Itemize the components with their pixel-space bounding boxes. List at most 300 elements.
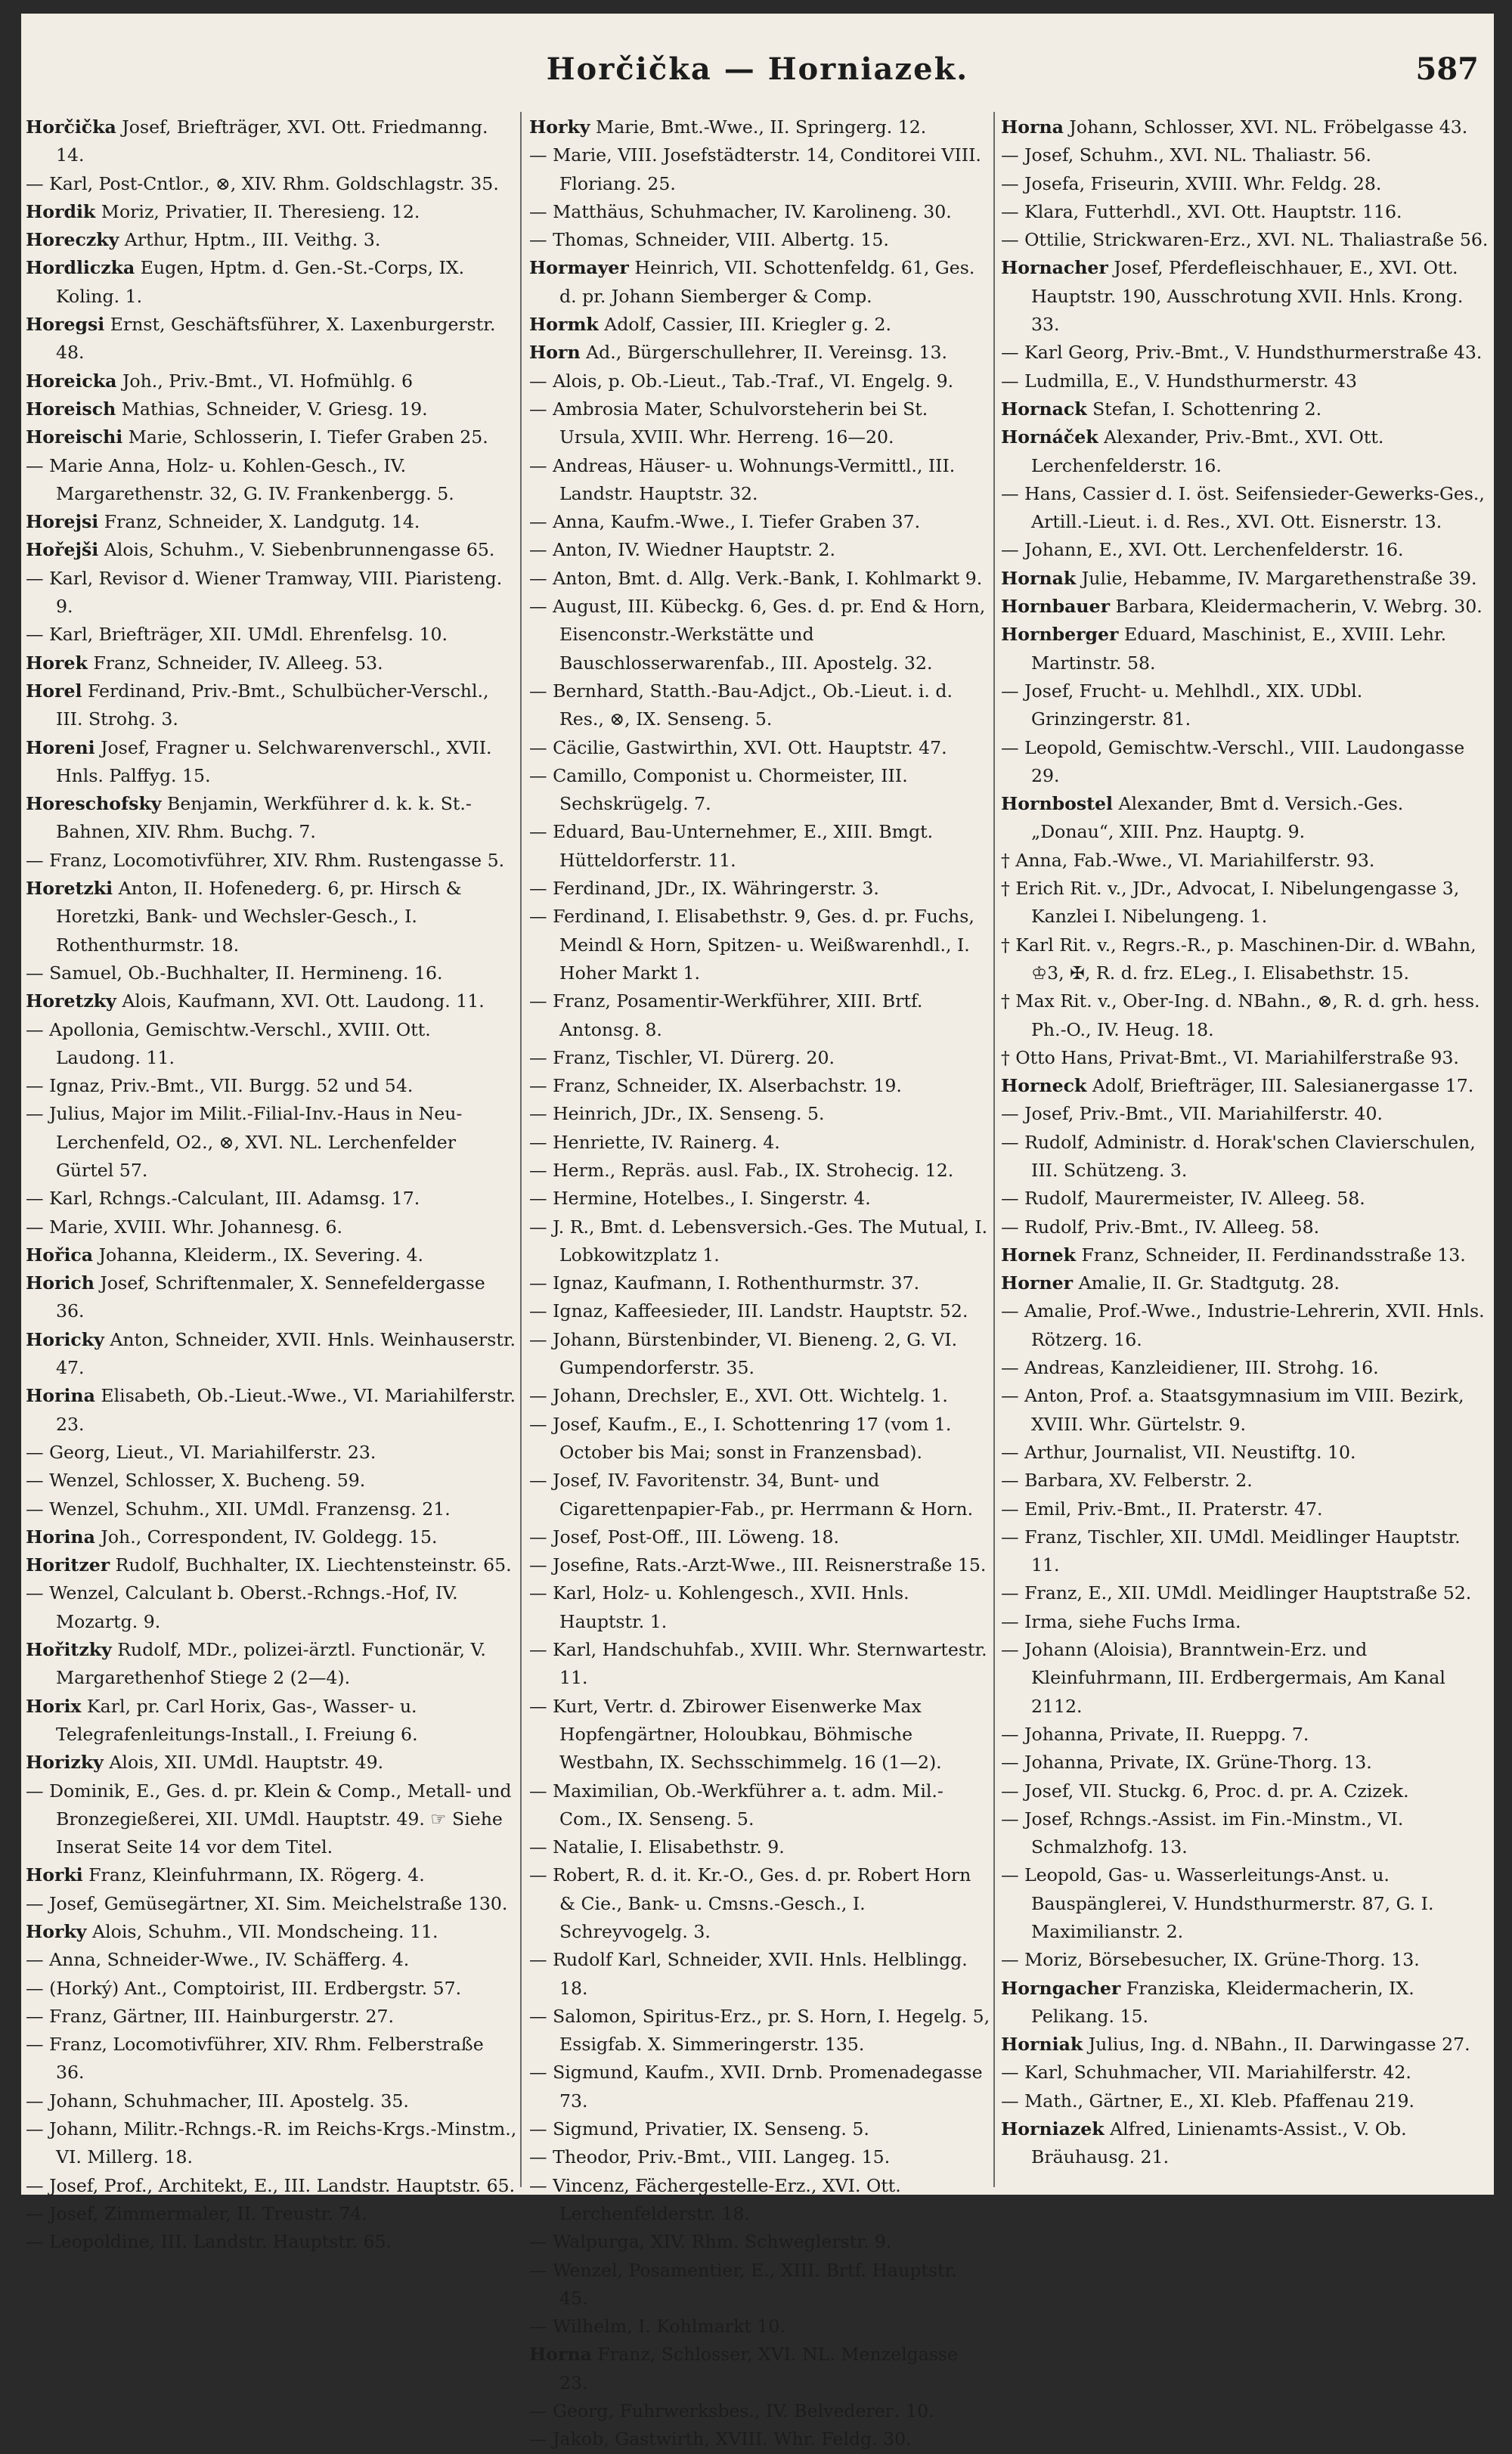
entry-surname: Horegsi [26, 314, 105, 336]
entry-text: — Josef, Kaufm., E., I. Schottenring 17 (vom 1. October bis Mai; sonst in Franzensbad). [529, 1413, 952, 1463]
directory-entry [26, 2200, 517, 2228]
directory-entry [1001, 2059, 1489, 2087]
entry-text: — Andreas, Häuser- u. Wohnungs-Vermittl., III. Landstr. Hauptstr. 32. [529, 454, 956, 504]
entry-surname: Horicky [26, 1328, 104, 1350]
entry-text: — Amalie, Prof.-Wwe., Industrie-Lehrerin, XVII. Hnls. Rötzerg. 16. [1001, 1300, 1485, 1350]
entry-text: — Wilhelm, I. Kohlmarkt 10. [529, 2316, 785, 2338]
entry-text: — Kurt, Vertr. d. Zbirower Eisenwerke Max Hopfengärtner, Holoubkau, Böhmische Westbahn, IX. Sechsschimmelg. 16 (1—2). [529, 1695, 942, 1774]
entry-text: — Barbara, XV. Felberstr. 2. [1001, 1470, 1253, 1492]
entry-text: Adolf, Cassier, III. Kriegler g. 2. [604, 314, 891, 336]
entry-text: — Matthäus, Schuhmacher, IV. Karolineng. 30. [529, 200, 952, 222]
directory-entry [529, 2341, 990, 2397]
entry-surname: Hořitzky [26, 1639, 112, 1661]
entry-text: Alois, Schuhm., VII. Mondscheing. 11. [92, 1921, 438, 1942]
entry-text: Ernst, Geschäftsführer, X. Laxenburgerstr. 48. [56, 314, 496, 364]
directory-entry [1001, 1495, 1489, 1523]
entry-text: Josef, Schriftenmaler, X. Sennefeldergasse 36. [56, 1272, 485, 1322]
directory-entry [26, 1523, 517, 1551]
entry-text: — Ludmilla, E., V. Hundsthurmerstr. 43 [1001, 370, 1358, 392]
entry-surname: Horeischi [26, 426, 123, 448]
entry-text: — Theodor, Priv.-Bmt., VIII. Langeg. 15. [529, 2146, 891, 2168]
directory-entry [529, 2425, 990, 2453]
entry-surname: Horina [26, 1385, 95, 1407]
directory-entry [529, 2115, 990, 2143]
directory-entry [529, 1946, 990, 2003]
entry-surname: Horeschofsky [26, 793, 162, 815]
directory-entry [529, 987, 990, 1044]
entry-text: — Ignaz, Kaffeesieder, III. Landstr. Hauptstr. 52. [529, 1300, 968, 1322]
directory-entry [26, 508, 517, 536]
directory-entry [1001, 1636, 1489, 1721]
directory-entry [26, 226, 517, 254]
directory-entry [26, 2172, 517, 2200]
directory-entry [1001, 1777, 1489, 1805]
entry-text: — J. R., Bmt. d. Lebensversich.-Ges. The Mutual, I. Lobkowitzplatz 1. [529, 1216, 988, 1266]
entry-surname: Hornak [1001, 567, 1077, 589]
entry-text: — August, III. Kübeckg. 6, Ges. d. pr. End & Horn, Eisenconstr.-Werkstätte und Bauschlosserwarenfab., III. Apostelg. 32. [529, 596, 986, 674]
directory-entry [1001, 536, 1489, 564]
entry-text: — Irma, siehe Fuchs Irma. [1001, 1610, 1241, 1632]
directory-entry [26, 1016, 517, 1073]
entry-text: — Robert, R. d. it. Kr.-O., Ges. d. pr. Robert Horn & Cie., Bank- u. Cmsns.-Gesch., I. Schreyvogelg. 3. [529, 1864, 971, 1942]
entry-text: † Anna, Fab.-Wwe., VI. Mariahilferstr. 93. [1001, 849, 1375, 871]
entry-text: — Josef, Prof., Architekt, E., III. Landstr. Hauptstr. 65. [26, 2174, 516, 2196]
directory-entry [529, 1636, 990, 1693]
directory-entry [1001, 1946, 1489, 1974]
entry-text: — Alois, p. Ob.-Lieut., Tab.-Traf., VI. Engelg. 9. [529, 370, 954, 392]
entry-surname: Hornbostel [1001, 793, 1114, 815]
entry-text: — Salomon, Spiritus-Erz., pr. S. Horn, I. Hegelg. 5, Essigfab. X. Simmeringerstr. 135. [529, 2005, 990, 2056]
entry-text: — Georg, Lieut., VI. Mariahilferstr. 23. [26, 1441, 376, 1463]
directory-entry [529, 395, 990, 452]
directory-entry [529, 1411, 990, 1467]
directory-entry [26, 1890, 517, 1918]
directory-entry [26, 423, 517, 451]
entry-text: — Anton, Bmt. d. Allg. Verk.-Bank, I. Kohlmarkt 9. [529, 567, 983, 589]
entry-text: — Maximilian, Ob.-Werkführer a. t. adm. Mil.-Com., IX. Senseng. 5. [529, 1780, 943, 1830]
entry-text: — Johanna, Private, II. Rueppg. 7. [1001, 1723, 1309, 1745]
entry-text: Stefan, I. Schottenring 2. [1092, 398, 1322, 420]
entry-text: — Andreas, Kanzleidiener, III. Strohg. 16. [1001, 1357, 1379, 1379]
entry-text: — Franz, Tischler, VI. Dürerg. 20. [529, 1046, 835, 1068]
entry-text: † Max Rit. v., Ober-Ing. d. NBahn., ⊗, R. d. grh. hess. Ph.-O., IV. Heug. 18. [1001, 990, 1480, 1040]
entry-surname: Hořejši [26, 539, 99, 561]
entry-surname: Hordliczka [26, 257, 135, 279]
entry-text: Mathias, Schneider, V. Griesg. 19. [121, 398, 428, 420]
directory-entry [1001, 1608, 1489, 1636]
directory-entry [1001, 254, 1489, 339]
directory-entry [26, 1551, 517, 1579]
directory-entry [26, 1693, 517, 1749]
directory-entry [529, 593, 990, 677]
entry-text: — Franz, Posamentir-Werkführer, XIII. Brtf. Antonsg. 8. [529, 990, 923, 1040]
entry-text: Barbara, Kleidermacherin, V. Webrg. 30. [1115, 596, 1483, 618]
entry-text: Elisabeth, Ob.-Lieut.-Wwe., VI. Mariahilferstr. 23. [56, 1385, 516, 1435]
entry-text: Alois, Schuhm., V. Siebenbrunnengasse 65. [104, 539, 495, 561]
directory-entry [529, 677, 990, 734]
directory-entry [26, 677, 517, 734]
entry-text: — Wenzel, Posamentier, E., XIII. Brtf. Hauptstr. 45. [529, 2259, 957, 2309]
directory-entry [26, 621, 517, 649]
entry-surname: Horitzer [26, 1554, 110, 1576]
entry-text: — Josef, Gemüsegärtner, XI. Sim. Meichelstraße 130. [26, 1892, 508, 1914]
directory-entry [26, 1495, 517, 1523]
entry-text: — Johanna, Private, IX. Grüne-Thorg. 13. [1001, 1752, 1372, 1774]
entry-surname: Horetzki [26, 878, 113, 900]
directory-entry [1001, 2087, 1489, 2115]
directory-entry [529, 226, 990, 254]
entry-surname: Horniazek [1001, 2118, 1105, 2140]
column-divider [993, 112, 995, 2187]
entry-text: — Josef, Frucht- u. Mehlhdl., XIX. UDbl. Grinzingerstr. 81. [1001, 680, 1363, 730]
directory-entry [529, 452, 990, 509]
entry-text: — Heinrich, JDr., IX. Senseng. 5. [529, 1103, 825, 1125]
entry-text: — Anna, Schneider-Wwe., IV. Schäfferg. 4. [26, 1949, 410, 1971]
directory-entry [26, 847, 517, 875]
entry-surname: Hornek [1001, 1244, 1076, 1266]
entry-surname: Hornacher [1001, 257, 1108, 279]
directory-entry [529, 1072, 990, 1100]
directory-entry [1001, 226, 1489, 254]
directory-entry [1001, 1241, 1489, 1269]
directory-entry [1001, 1072, 1489, 1100]
entry-text: — Ferdinand, I. Elisabethstr. 9, Ges. d. pr. Fuchs, Meindl & Horn, Spitzen- u. Weißwarenhdl., I. Hoher Markt 1. [529, 906, 974, 984]
entry-text: — Josef, Rchngs.-Assist. im Fin.-Minstm., VI. Schmalzhofg. 13. [1001, 1808, 1404, 1858]
directory-entry [529, 818, 990, 875]
directory-entry [1001, 931, 1489, 988]
entry-text: — Marie Anna, Holz- u. Kohlen-Gesch., IV. Margarethenstr. 32, G. IV. Frankenbergg. 5. [26, 454, 454, 504]
entry-text: — Josef, Post-Off., III. Löweng. 18. [529, 1526, 839, 1548]
entry-text: Julius, Ing. d. NBahn., II. Darwingasse 27. [1088, 2034, 1470, 2056]
page-title: Horčička — Horniazek. [546, 51, 969, 87]
directory-entry [529, 1579, 990, 1636]
entry-text: — (Horký) Ant., Comptoirist, III. Erdbergstr. 57. [26, 1977, 462, 1999]
directory-entry [529, 2228, 990, 2256]
directory-entry [529, 762, 990, 819]
directory-entry [529, 2257, 990, 2313]
entry-text: — Walpurga, XIV. Rhm. Schweglerstr. 9. [529, 2231, 892, 2253]
entry-text: — Franz, Gärtner, III. Hainburgerstr. 27. [26, 2005, 395, 2027]
entry-text: — Johann, Bürstenbinder, VI. Bieneng. 2, G. VI. Gumpendorferstr. 35. [529, 1328, 958, 1379]
directory-entry [26, 1636, 517, 1693]
entry-text: † Erich Rit. v., JDr., Advocat, I. Nibelungengasse 3, Kanzlei I. Nibelungeng. 1. [1001, 878, 1460, 928]
directory-entry [26, 790, 517, 847]
directory-entry [26, 2003, 517, 2031]
entry-surname: Horek [26, 652, 88, 674]
entry-text: — Karl, Schuhmacher, VII. Mariahilferstr. 42. [1001, 2062, 1411, 2084]
entry-text: — Sigmund, Kaufm., XVII. Drnb. Promenadegasse 73. [529, 2062, 983, 2112]
directory-entry [529, 1157, 990, 1185]
entry-text: Franz, Schneider, IV. Alleeg. 53. [93, 652, 383, 674]
entry-text: Anton, Schneider, XVII. Hnls. Weinhauserstr. 47. [56, 1328, 516, 1379]
directory-entry [26, 1749, 517, 1777]
directory-entry [1001, 987, 1489, 1044]
directory-entry [529, 2172, 990, 2229]
directory-entry [1001, 1382, 1489, 1439]
entry-text: — Karl, Rchngs.-Calculant, III. Adamsg. 17. [26, 1188, 420, 1210]
entry-text: — Johann (Aloisia), Branntwein-Erz. und Kleinfuhrmann, III. Erdbergermais, Am Kanal 2112. [1001, 1639, 1445, 1717]
directory-entry [26, 395, 517, 423]
entry-surname: Horki [26, 1864, 83, 1886]
entry-text: — Samuel, Ob.-Buchhalter, II. Hermineng. 16. [26, 962, 443, 984]
directory-entry [26, 1269, 517, 1326]
entry-text: — Jakob, Gastwirth, XVIII. Whr. Feldg. 30. [529, 2428, 912, 2450]
directory-entry [529, 734, 990, 762]
directory-entry [529, 1100, 990, 1128]
entry-text: — Johann, E., XVI. Ott. Lerchenfelderstr. 16. [1001, 539, 1404, 561]
directory-entry [1001, 565, 1489, 593]
entry-text: — Marie, VIII. Josefstädterstr. 14, Conditorei VIII. Floriang. 25. [529, 144, 981, 194]
entry-text: — Thomas, Schneider, VIII. Albertg. 15. [529, 229, 889, 251]
entry-text: — Josefine, Rats.-Arzt-Wwe., III. Reisnerstraße 15. [529, 1554, 987, 1576]
entry-text: — Eduard, Bau-Unternehmer, E., XIII. Bmgt. Hütteldorferstr. 11. [529, 821, 934, 871]
entry-text: — Arthur, Journalist, VII. Neustiftg. 10. [1001, 1441, 1356, 1463]
entry-text: — Karl Georg, Priv.-Bmt., V. Hundsthurmerstraße 43. [1001, 342, 1483, 364]
entry-text: — Ignaz, Priv.-Bmt., VII. Burgg. 52 und 54. [26, 1075, 414, 1097]
entry-surname: Horich [26, 1272, 94, 1294]
directory-entry [26, 1100, 517, 1185]
entry-text: Joh., Correspondent, IV. Goldegg. 15. [101, 1526, 438, 1548]
directory-entry [529, 141, 990, 198]
directory-entry [1001, 198, 1489, 226]
directory-entry [1001, 1100, 1489, 1128]
entry-text: — Josef, IV. Favoritenstr. 34, Bunt- und Cigarettenpapier-Fab., pr. Herrmann & Horn. [529, 1470, 974, 1520]
directory-entry [529, 339, 990, 367]
entry-surname: Horina [26, 1526, 95, 1548]
entry-text: — Vincenz, Fächergestelle-Erz., XVI. Ott. Lerchenfelderstr. 18. [529, 2174, 901, 2224]
entry-text: — Apollonia, Gemischtw.-Verschl., XVIII. Ott. Laudong. 11. [26, 1018, 431, 1068]
directory-entry [26, 1326, 517, 1383]
directory-entry [26, 1382, 517, 1439]
entry-text: Eduard, Maschinist, E., XVIII. Lehr. Martinstr. 58. [1031, 624, 1447, 674]
entry-text: — Math., Gärtner, E., XI. Kleb. Pfaffenau 219. [1001, 2090, 1414, 2112]
directory-entry [529, 198, 990, 226]
directory-entry [1001, 423, 1489, 480]
entry-surname: Horeczky [26, 229, 119, 251]
entry-text: — Franz, Locomotivführer, XIV. Rhm. Rustengasse 5. [26, 849, 505, 871]
entry-text: — Johann, Militr.-Rchngs.-R. im Reichs-Krgs.-Minstm., VI. Millerg. 18. [26, 2118, 517, 2168]
entry-text: — Karl, Post-Cntlor., ⊗, XIV. Rhm. Goldschlagstr. 35. [26, 172, 499, 194]
directory-entry [1001, 113, 1489, 141]
directory-entry [529, 2313, 990, 2341]
entry-text: Marie, Schlosserin, I. Tiefer Graben 25. [128, 426, 488, 448]
directory-entry [26, 734, 517, 791]
column-divider [520, 112, 522, 2187]
directory-entry [529, 508, 990, 536]
entry-text: — Leopold, Gemischtw.-Verschl., VIII. Laudongasse 29. [1001, 736, 1465, 786]
entry-text: — Johann, Drechsler, E., XVI. Ott. Wichtelg. 1. [529, 1385, 948, 1407]
entry-text: — Josef, VII. Stuckg. 6, Proc. d. pr. A. Czizek. [1001, 1780, 1409, 1802]
entry-text: Alois, XII. UMdl. Hauptstr. 49. [109, 1752, 384, 1774]
entry-text: — Cäcilie, Gastwirthin, XVI. Ott. Hauptstr. 47. [529, 736, 947, 758]
directory-entry [529, 875, 990, 903]
entry-text: — Rudolf Karl, Schneider, XVII. Hnls. Helblingg. 18. [529, 1949, 968, 1999]
entry-text: Johanna, Kleiderm., IX. Severing. 4. [98, 1244, 424, 1266]
entry-text: — Karl, Revisor d. Wiener Tramway, VIII. Piaristeng. 9. [26, 567, 503, 618]
directory-entry [1001, 2031, 1489, 2059]
entry-surname: Horčička [26, 116, 116, 138]
directory-entry [529, 1297, 990, 1325]
directory-entry [26, 1185, 517, 1213]
directory-entry [26, 1975, 517, 2003]
entry-text: Franz, Schlosser, XVI. NL. Menzelgasse 23. [559, 2344, 959, 2394]
directory-entry [1001, 1721, 1489, 1749]
entry-text: — Anton, Prof. a. Staatsgymnasium im VIII. Bezirk, XVIII. Whr. Gürtelstr. 9. [1001, 1385, 1464, 1435]
entry-text: — Rudolf, Priv.-Bmt., IV. Alleeg. 58. [1001, 1216, 1320, 1238]
entry-text: — Natalie, I. Elisabethstr. 9. [529, 1836, 785, 1858]
entry-surname: Hormk [529, 314, 599, 336]
entry-text: — Franz, Tischler, XII. UMdl. Meidlinger Hauptstr. 11. [1001, 1526, 1461, 1576]
entry-text: Josef, Fragner u. Selchwarenverschl., XVII. Hnls. Palffyg. 15. [56, 736, 492, 786]
entry-surname: Horna [529, 2344, 592, 2366]
page-number: 587 [1415, 51, 1479, 87]
directory-entry [1001, 395, 1489, 423]
entry-text: — Karl, Handschuhfab., XVIII. Whr. Sternwartestr. 11. [529, 1639, 987, 1689]
directory-entry [1001, 367, 1489, 395]
entry-text: Rudolf, Buchhalter, IX. Liechtensteinstr. 65. [115, 1554, 512, 1576]
entry-text: Heinrich, VII. Schottenfeldg. 61, Ges. d. pr. Johann Siemberger & Comp. [559, 257, 975, 307]
column-3 [1001, 113, 1489, 2185]
entry-surname: Horky [529, 116, 590, 138]
directory-entry [1001, 1579, 1489, 1607]
directory-entry [1001, 1354, 1489, 1382]
entry-surname: Hornbauer [1001, 596, 1110, 618]
entry-text: Rudolf, MDr., polizei-ärztl. Functionär, V. Margarethenhof Stiege 2 (2—4). [56, 1639, 486, 1689]
entry-surname: Hormayer [529, 257, 629, 279]
directory-entry [529, 1551, 990, 1579]
directory-entry [1001, 480, 1489, 537]
entry-text: Ad., Bürgerschullehrer, II. Vereinsg. 13. [586, 342, 948, 364]
entry-text: — Josef, Schuhm., XVI. NL. Thaliastr. 56. [1001, 144, 1371, 166]
entry-text: Franziska, Kleidermacherin, IX. Pelikang. 15. [1031, 1977, 1414, 2027]
directory-entry [26, 987, 517, 1015]
directory-entry [529, 2059, 990, 2115]
entry-text: — Josef, Priv.-Bmt., VII. Mariahilferstr. 40. [1001, 1103, 1383, 1125]
directory-entry [26, 536, 517, 564]
directory-entry [26, 649, 517, 677]
entry-text: — Emil, Priv.-Bmt., II. Praterstr. 47. [1001, 1498, 1323, 1520]
directory-entry [529, 1467, 990, 1523]
directory-entry [529, 1044, 990, 1072]
directory-entry [26, 2031, 517, 2087]
directory-entry [529, 1269, 990, 1297]
entry-text: — Anton, IV. Wiedner Hauptstr. 2. [529, 539, 836, 561]
directory-entry [1001, 1185, 1489, 1213]
entry-text: Anton, II. Hofenederg. 6, pr. Hirsch & Horetzki, Bank- und Wechsler-Gesch., I. Rothenthurmstr. 18. [56, 878, 462, 956]
entry-text: — Dominik, E., Ges. d. pr. Klein & Comp., Metall- und Bronzegießerei, XII. UMdl. Hauptstr. 49. ☞ Siehe Inserat Seite 14 vor dem Titel. [26, 1780, 512, 1858]
entry-text: — Leopoldine, III. Landstr. Hauptstr. 65. [26, 2231, 392, 2253]
entry-text: Moriz, Privatier, II. Theresieng. 12. [101, 200, 420, 222]
directory-entry [26, 1467, 517, 1495]
directory-entry [529, 2003, 990, 2059]
directory-entry [529, 311, 990, 339]
entry-text: — Hermine, Hotelbes., I. Singerstr. 4. [529, 1188, 871, 1210]
directory-entry [1001, 1861, 1489, 1946]
directory-entry [529, 903, 990, 987]
directory-entry [26, 2087, 517, 2115]
entry-surname: Horel [26, 680, 82, 702]
directory-entry [26, 1072, 517, 1100]
entry-text: † Otto Hans, Privat-Bmt., VI. Mariahilferstraße 93. [1001, 1046, 1459, 1068]
directory-entry [529, 1523, 990, 1551]
directory-entry [1001, 593, 1489, 621]
entry-text: — Johann, Schuhmacher, III. Apostelg. 35. [26, 2090, 409, 2112]
entry-text: — Karl, Briefträger, XII. UMdl. Ehrenfelsg. 10. [26, 624, 448, 646]
entry-text: Joh., Priv.-Bmt., VI. Hofmühlg. 6 [122, 370, 413, 392]
directory-entry [1001, 1439, 1489, 1467]
directory-entry [26, 1213, 517, 1241]
directory-entry [529, 1777, 990, 1834]
entry-text: — Ambrosia Mater, Schulvorsteherin bei St. Ursula, XVIII. Whr. Herreng. 16—20. [529, 398, 928, 448]
entry-surname: Horeisch [26, 398, 116, 420]
entry-text: — Julius, Major im Milit.-Filial-Inv.-Haus in Neu-Lerchenfeld, O2., ⊗, XVI. NL. Lerchenfelder Gürtel 57. [26, 1103, 463, 1181]
directory-entry [1001, 1269, 1489, 1297]
directory-entry [26, 367, 517, 395]
entry-surname: Horneck [1001, 1075, 1087, 1097]
entry-surname: Hornberger [1001, 624, 1119, 646]
entry-text: — Herm., Repräs. ausl. Fab., IX. Strohecig. 12. [529, 1159, 954, 1181]
entry-text: Adolf, Briefträger, III. Salesianergasse 17. [1092, 1075, 1474, 1097]
directory-entry [1001, 339, 1489, 367]
directory-entry [529, 2143, 990, 2171]
directory-entry [26, 170, 517, 198]
directory-entry [1001, 847, 1489, 875]
entry-text: Josef, Pferdefleischhauer, E., XVI. Ott. Hauptstr. 190, Ausschrotung XVII. Hnls. Krong. 33. [1031, 257, 1464, 336]
directory-entry [26, 2115, 517, 2172]
directory-entry [1001, 1467, 1489, 1495]
entry-text: — Josef, Zimmermaler, II. Treustr. 74. [26, 2202, 367, 2224]
directory-entry [529, 1213, 990, 1270]
entry-text: — Franz, Locomotivführer, XIV. Rhm. Felberstraße 36. [26, 2034, 484, 2084]
directory-entry [1001, 2115, 1489, 2172]
entry-text: Alfred, Linienamts-Assist., V. Ob. Bräuhausg. 21. [1031, 2118, 1407, 2168]
entry-text: Franz, Schneider, X. Landgutg. 14. [104, 511, 420, 533]
entry-text: — Wenzel, Schuhm., XII. UMdl. Franzensg. 21. [26, 1498, 451, 1520]
directory-entry [26, 959, 517, 987]
directory-entry [1001, 170, 1489, 198]
entry-text: — Georg, Fuhrwerksbes., IV. Belvederег. 10. [529, 2400, 934, 2422]
entry-text: — Bernhard, Statth.-Bau-Adjct., Ob.-Lieut. i. d. Res., ⊗, IX. Senseng. 5. [529, 680, 953, 730]
directory-entry [26, 1861, 517, 1889]
directory-entry [1001, 790, 1489, 847]
directory-entry [26, 1241, 517, 1269]
entry-text: — Anna, Kaufm.-Wwe., I. Tiefer Graben 37. [529, 511, 921, 533]
directory-entry [529, 367, 990, 395]
entry-text: — Leopold, Gas- u. Wasserleitungs-Anst. u. Bauspänglerei, V. Hundsthurmerstr. 87, G. I. Maximilianstr. 2. [1001, 1864, 1434, 1942]
entry-surname: Horner [1001, 1272, 1074, 1294]
directory-entry [1001, 677, 1489, 734]
column-1 [26, 113, 517, 2253]
directory-entry [529, 565, 990, 593]
entry-surname: Horn [529, 342, 581, 364]
directory-entry [1001, 1805, 1489, 1862]
directory-entry [26, 1439, 517, 1467]
entry-surname: Hordik [26, 200, 96, 222]
entry-text: Ferdinand, Priv.-Bmt., Schulbücher-Verschl., III. Strohg. 3. [56, 680, 489, 730]
entry-text: Julie, Hebamme, IV. Margarethenstraße 39. [1081, 567, 1477, 589]
directory-entry [26, 452, 517, 509]
directory-entry [529, 536, 990, 564]
directory-entry [26, 311, 517, 367]
directory-entry [529, 1861, 990, 1946]
entry-text: — Karl, Holz- u. Kohlengesch., XVII. Hnls. Hauptstr. 1. [529, 1582, 909, 1632]
directory-entry [1001, 875, 1489, 931]
entry-text: Eugen, Hptm. d. Gen.-St.-Corps, IX. Koling. 1. [56, 257, 465, 307]
entry-text: Franz, Kleinfuhrmann, IX. Rögerg. 4. [88, 1864, 425, 1886]
entry-text: Franz, Schneider, II. Ferdinandsstraße 13. [1081, 1244, 1466, 1266]
entry-surname: Horniak [1001, 2034, 1083, 2056]
entry-text: Josef, Briefträger, XVI. Ott. Friedmanng. 14. [56, 116, 488, 166]
